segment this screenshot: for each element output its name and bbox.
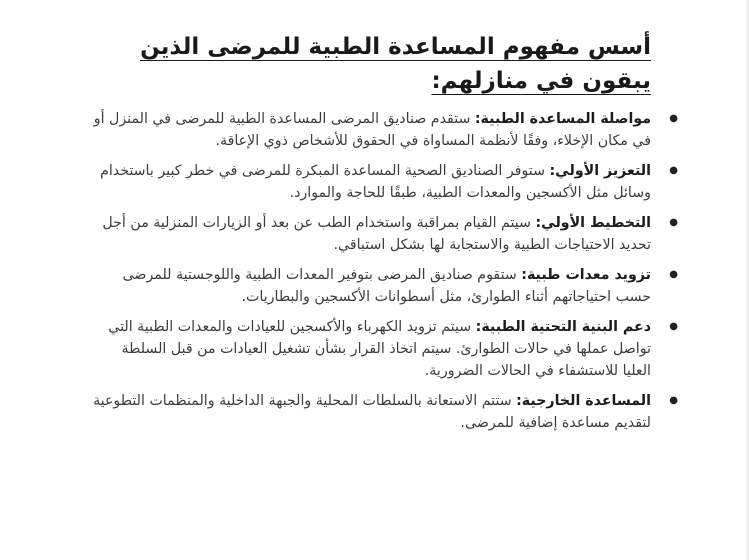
- item-text: ستقوم صناديق المرضى بتوفير المعدات الطبية واللوجستية للمرضى حسب احتياجاتهم أثناء الطوارئ، مثل أسطوانات الأكسجين والبطاريات.: [122, 267, 651, 305]
- list-item: [91, 316, 678, 382]
- document-heading: [91, 30, 651, 98]
- item-term: المساعدة الخارجية:: [516, 393, 651, 409]
- bullet-icon: ●: [669, 395, 678, 406]
- bullet-icon: ●: [669, 321, 678, 332]
- item-text: ستوفر الصناديق الصحية المساعدة المبكرة للمرضى في خطر كبير باستخدام وسائل مثل الأكسجين والمعدات الطبية، طبقًا للحاجة والموارد.: [100, 163, 651, 201]
- list-item: [91, 264, 678, 308]
- bullet-icon: ●: [669, 165, 678, 176]
- item-text: سيتم تزويد الكهرباء والأكسجين للعيادات والمعدات الطبية التي تواصل عملها في حالات الطوارئ. سيتم اتخاذ القرار بشأن تشغيل العيادات من قبل السلطة العليا للاستشفاء في الحالات الضرورية.: [108, 319, 651, 379]
- page-edge-shadow: [745, 0, 749, 560]
- list-item: [91, 108, 678, 152]
- bullet-icon: ●: [669, 113, 678, 124]
- item-term: التعزيز الأولي:: [549, 163, 651, 179]
- list-item: [91, 212, 678, 256]
- list-item: [91, 160, 678, 204]
- heading-line-2: يبقون في منازلهم:: [431, 68, 651, 94]
- item-term: مواصلة المساعدة الطبية:: [474, 111, 651, 127]
- item-term: دعم البنية التحتية الطبية:: [475, 319, 651, 335]
- principles-list: [91, 108, 678, 442]
- item-term: تزويد معدات طبية:: [521, 267, 651, 283]
- item-term: التخطيط الأولي:: [535, 215, 651, 231]
- item-text: ستقدم صناديق المرضى المساعدة الطبية للمرضى في المنزل أو في مكان الإخلاء، وفقًا لأنظمة المساواة في الحقوق للأشخاص ذوي الإعاقة.: [93, 111, 651, 149]
- item-text: ستتم الاستعانة بالسلطات المحلية والجبهة الداخلية والمنظمات التطوعية لتقديم مساعدة إضافية للمرضى.: [93, 393, 651, 431]
- bullet-icon: ●: [669, 217, 678, 228]
- list-item: [91, 390, 678, 434]
- bullet-icon: ●: [669, 269, 678, 280]
- heading-line-1: أسس مفهوم المساعدة الطبية للمرضى الذين: [140, 34, 651, 60]
- item-text: سيتم القيام بمراقبة واستخدام الطب عن بعد أو الزيارات المنزلية من أجل تحديد الاحتياجات الطبية والاستجابة لها بشكل استباقي.: [102, 215, 651, 253]
